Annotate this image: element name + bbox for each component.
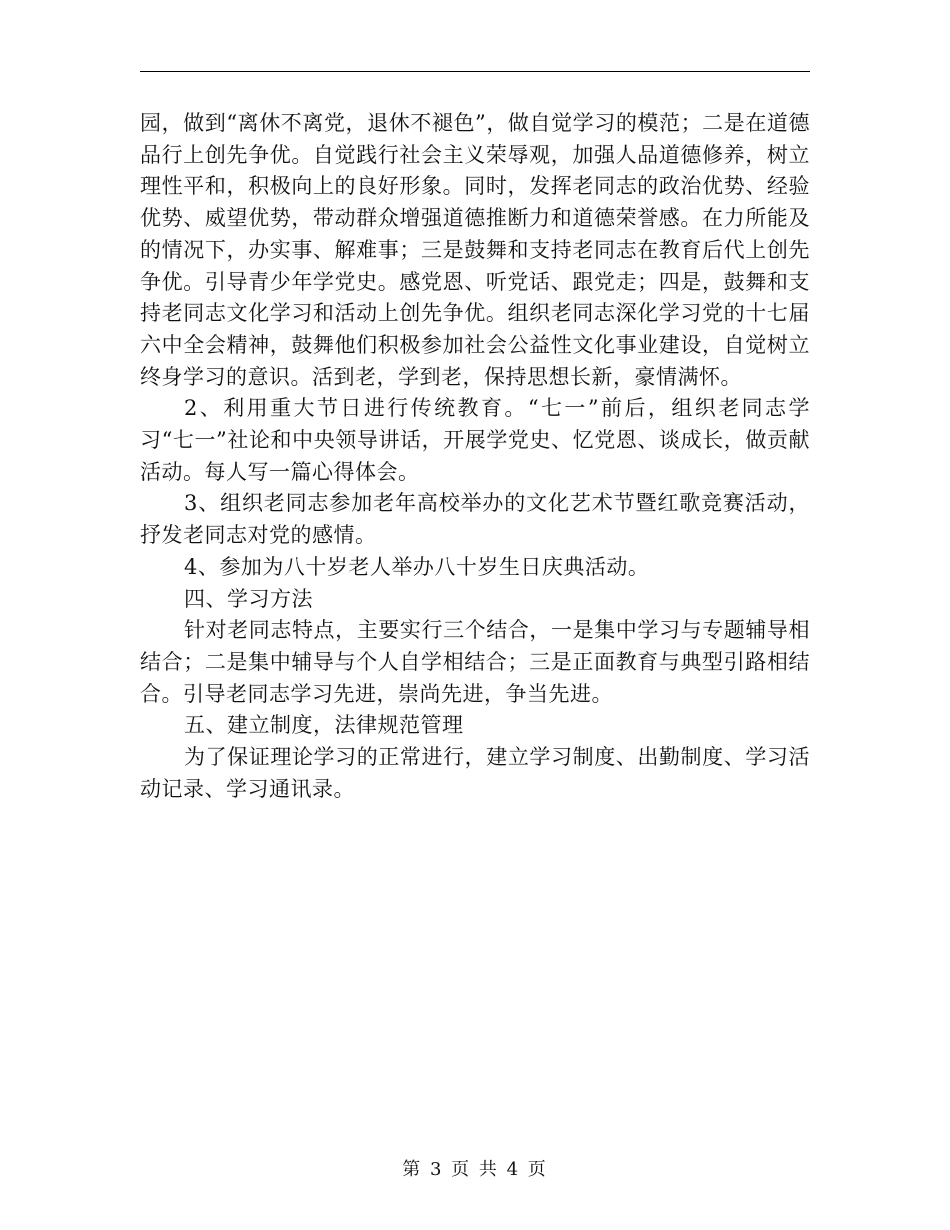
paragraph-3: 3、组织老同志参加老年高校举办的文化艺术节暨红歌竞赛活动，抒发老同志对党的感情。	[140, 491, 810, 548]
section-heading-system: 五、建立制度，法律规范管理	[184, 713, 464, 738]
paragraph-2: 2、利用重大节日进行传统教育。“七一”前后，组织老同志学习“七一”社论和中央领导讲话，开展学党史、忆党恩、谈成长，做贡献活动。每人写一篇心得体会。	[140, 396, 810, 484]
paragraph-1: 园，做到“离休不离党，退休不褪色”，做自觉学习的模范；二是在道德品行上创先争优。自觉践行社会主义荣辱观，加强人品道德修养，树立理性平和，积极向上的良好形象。同时，发挥老同志的政治优势、经验优势、威望优势，带动群众增强道德推断力和道德荣誉感。在力所能及的情况下，办实事、解难事；三是鼓舞和支持老同志在教育后代上创先争优。引导青少年学党史。感党恩、听党话、跟党走；四是，鼓舞和支持老同志文化学习和活动上创先争优。组织老同志深化学习党的十七届六中全会精神，鼓舞他们积极参加社会公益性文化事业建设，自觉树立终身学习的意识。活到老，学到老，保持思想长新，豪情满怀。	[140, 111, 810, 389]
header-rule	[140, 71, 810, 72]
page-number-footer: 第 3 页 共 4 页	[402, 1159, 548, 1180]
document-body	[140, 108, 810, 805]
paragraph-4: 4、参加为八十岁老人举办八十岁生日庆典活动。	[184, 554, 650, 579]
section-heading-methods: 四、学习方法	[184, 586, 313, 611]
paragraph-system: 为了保证理论学习的正常进行，建立学习制度、出勤制度、学习活动记录、学习通讯录。	[140, 745, 810, 801]
paragraph-methods: 针对老同志特点，主要实行三个结合，一是集中学习与专题辅导相结合；二是集中辅导与个人自学相结合；三是正面教育与典型引路相结合。引导老同志学习先进，崇尚先进，争当先进。	[140, 618, 810, 706]
